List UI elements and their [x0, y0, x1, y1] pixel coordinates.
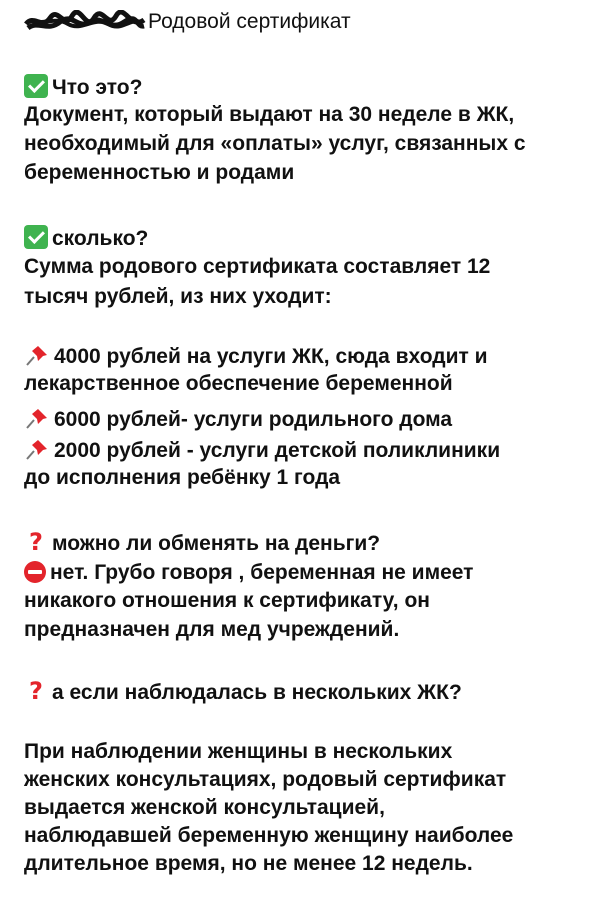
text-line: предназначен для мед учреждений.: [24, 618, 400, 641]
check-mark-icon: [24, 74, 48, 98]
pushpin-icon: [24, 437, 50, 461]
header: [24, 10, 351, 34]
text-line: лекарственное обеспечение беременной: [24, 372, 453, 395]
text-line: Документ, который выдают на 30 неделе в ЖК,: [24, 103, 515, 126]
text-line: беременностью и родами: [24, 161, 295, 184]
pin-item-1: 4000 рублей на услуги ЖК, сюда входит и: [24, 343, 488, 369]
check-mark-icon: [24, 225, 48, 249]
text-line: длительное время, но не менее 12 недель.: [24, 852, 473, 875]
text-line: выдается женской консультацией,: [24, 796, 385, 819]
section-what: Что это?: [24, 74, 142, 100]
text-line: тысяч рублей, из них уходит:: [24, 285, 332, 308]
redacted-username-scribble: [24, 10, 146, 34]
text-line: женских консультациях, родовый сертификат: [24, 768, 507, 791]
text-line: наблюдавшей беременную женщину наиболее: [24, 824, 514, 847]
question-mark-icon: ?: [29, 528, 43, 556]
pushpin-icon: [24, 343, 50, 367]
text-line: Сумма родового сертификата составляет 12: [24, 255, 491, 278]
question-2: ? а если наблюдалась в нескольких ЖК?: [24, 679, 462, 705]
text-line: необходимый для «оплаты» услуг, связанных с: [24, 132, 526, 155]
question-1: ? можно ли обменять на деньги?: [24, 530, 380, 556]
pin-item-2: 6000 рублей- услуги родильного дома: [24, 406, 452, 432]
text-line: никакого отношения к сертификату, он: [24, 589, 430, 612]
section-how-much: сколько?: [24, 225, 148, 251]
question-mark-icon: ?: [29, 677, 43, 705]
pushpin-icon: [24, 406, 50, 430]
page-title: Родовой сертификат: [148, 10, 351, 33]
no-entry-icon: [24, 561, 46, 583]
pin-item-3: 2000 рублей - услуги детской поликлиники: [24, 437, 500, 463]
text-line: При наблюдении женщины в нескольких: [24, 740, 453, 763]
text-line: до исполнения ребёнку 1 года: [24, 466, 341, 489]
answer-1: нет. Грубо говоря , беременная не имеет: [24, 561, 473, 585]
